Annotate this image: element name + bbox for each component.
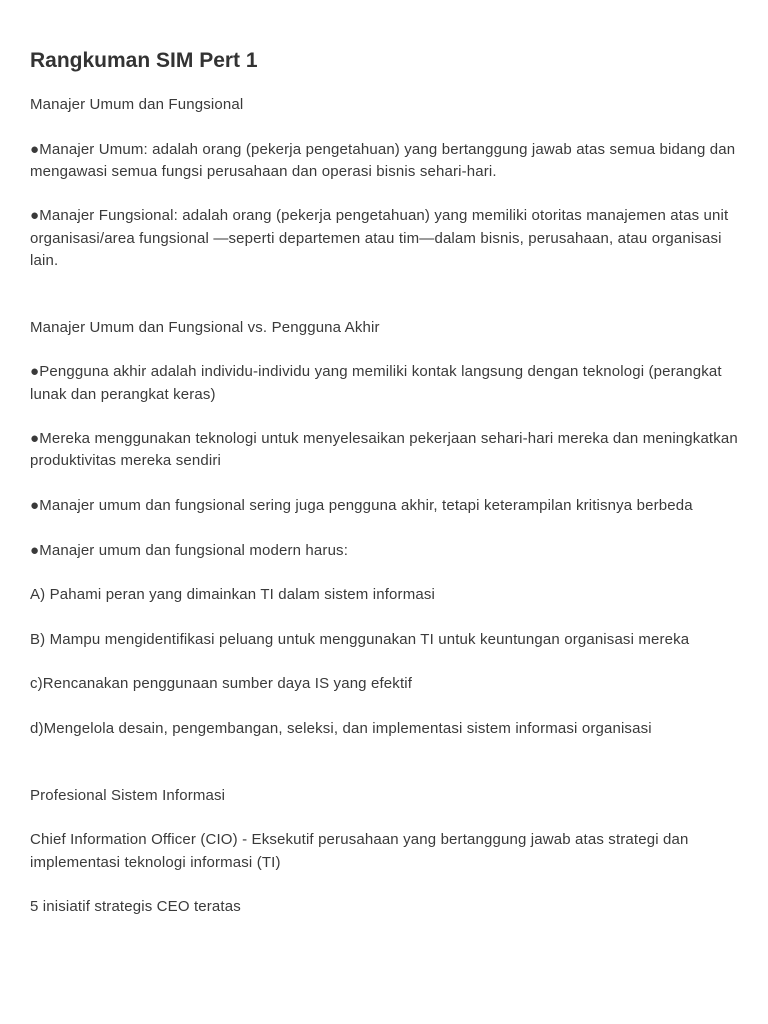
list-item: B) Mampu mengidentifikasi peluang untuk menggunakan TI untuk keuntungan organisasi mereka [30,630,690,648]
document-title: Rangkuman SIM Pert 1 [30,49,258,72]
section-spacer [30,295,738,317]
section-spacer [30,763,738,785]
list-item: A) Pahami peran yang dimainkan TI dalam sistem informasi [30,586,435,604]
paragraph: ●Manajer Umum: adalah orang (pekerja pengetahuan) yang bertanggung jawab atas semua bidang dan mengawasi semua fungsi perusahaan dan operasi bisnis sehari-hari. [30,140,736,180]
paragraph: ●Mereka menggunakan teknologi untuk menyelesaikan pekerjaan sehari-hari mereka dan meningkatkan produktivitas mereka sendiri [30,430,738,470]
paragraph: Chief Information Officer (CIO) - Eksekutif perusahaan yang bertanggung jawab atas strategi dan implementasi teknologi informasi (TI) [30,831,689,871]
paragraph: ●Manajer umum dan fungsional modern harus: [30,541,349,559]
section-heading: Manajer Umum dan Fungsional vs. Pengguna Akhir [30,318,380,336]
paragraph: ●Pengguna akhir adalah individu-individu yang memiliki kontak langsung dengan teknologi (perangkat lunak dan perangkat keras) [30,363,722,403]
section-heading: Manajer Umum dan Fungsional [30,96,244,113]
paragraph: ●Manajer Fungsional: adalah orang (pekerja pengetahuan) yang memiliki otoritas manajemen atas unit organisasi/area fungsional —seperti departemen atau tim—dalam bisnis, perusahaan, atau organisasi lain. [30,207,729,270]
list-item: d)Mengelola desain, pengembangan, seleksi, dan implementasi sistem informasi organisasi [30,720,652,738]
paragraph: ●Manajer umum dan fungsional sering juga pengguna akhir, tetapi keterampilan kritisnya berbeda [30,497,693,515]
section-heading: Profesional Sistem Informasi [30,786,226,804]
paragraph: 5 inisiatif strategis CEO teratas [30,898,241,916]
list-item: c)Rencanakan penggunaan sumber daya IS yang efektif [30,675,413,693]
